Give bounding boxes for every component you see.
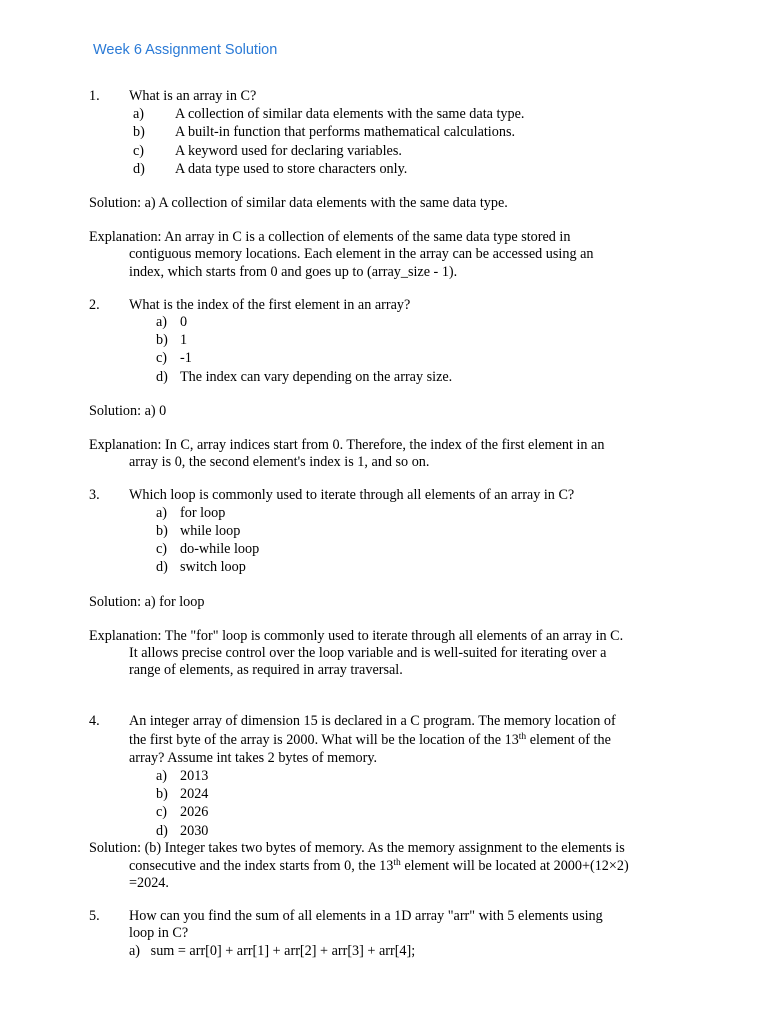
option-item xyxy=(156,803,208,821)
solution-text: Solution: a) A collection of similar data elements with the same data type. xyxy=(89,195,508,211)
option-item xyxy=(156,313,187,331)
option-label: b) xyxy=(133,124,145,140)
option-item xyxy=(156,331,187,349)
option-text: 0 xyxy=(180,314,188,330)
option-item xyxy=(156,368,452,386)
option-text: while loop xyxy=(180,523,241,539)
question-text-line: An integer array of dimension 15 is declared in a C program. The memory location of xyxy=(129,713,616,729)
option-item xyxy=(156,522,240,540)
explanation-line: contiguous memory locations. Each element in the array can be accessed using an xyxy=(129,246,594,262)
explanation-line: It allows precise control over the loop variable and is well-suited for iterating over a xyxy=(129,645,607,661)
question-text-line: How can you find the sum of all elements in a 1D array "arr" with 5 elements using xyxy=(129,908,603,924)
option-text: -1 xyxy=(180,350,192,366)
question-number: 5. xyxy=(89,908,100,924)
question-text: Which loop is commonly used to iterate through all elements of an array in C? xyxy=(129,487,575,503)
option-text: A built-in function that performs mathematical calculations. xyxy=(175,124,516,140)
option-label: d) xyxy=(156,823,168,839)
option-text: A data type used to store characters only. xyxy=(175,161,408,177)
option-item xyxy=(156,540,259,558)
superscript: th xyxy=(518,732,527,742)
question-number: 2. xyxy=(89,297,100,313)
solution-text: Solution: a) for loop xyxy=(89,594,205,610)
option-item xyxy=(156,349,192,367)
option-label: c) xyxy=(156,350,168,366)
question-text: What is the index of the first element in an array? xyxy=(129,297,411,313)
question-text-line xyxy=(129,731,611,749)
option-text: 2024 xyxy=(180,786,209,802)
option-label: a) xyxy=(133,106,145,122)
option-text: 2013 xyxy=(180,768,209,784)
explanation-line: array is 0, the second element's index is 1, and so on. xyxy=(129,454,430,470)
option-text: for loop xyxy=(180,505,226,521)
option-label: d) xyxy=(156,369,168,385)
question-number: 3. xyxy=(89,487,100,503)
option-text: A collection of similar data elements with the same data type. xyxy=(175,106,525,122)
option-item xyxy=(156,822,208,840)
option-text: sum = arr[0] + arr[1] + arr[2] + arr[3] + arr[4]; xyxy=(150,943,416,959)
solution-line: Solution: (b) Integer takes two bytes of memory. As the memory assignment to the elements is xyxy=(89,840,625,856)
option-label: a) xyxy=(156,314,168,330)
question-text-line: loop in C? xyxy=(129,925,189,941)
option-item xyxy=(156,785,208,803)
option-item xyxy=(156,504,225,522)
option-text: 1 xyxy=(180,332,188,348)
option-text: 2026 xyxy=(180,804,209,820)
option-item xyxy=(156,558,246,576)
solution-line xyxy=(129,857,629,875)
solution-fragment: element will be located at 2000+(12×2) xyxy=(404,858,629,874)
option-label: a) xyxy=(156,768,168,784)
explanation-line: index, which starts from 0 and goes up to (array_size - 1). xyxy=(129,264,458,280)
solution-line: =2024. xyxy=(129,875,169,891)
option-item xyxy=(156,767,208,785)
option-label: d) xyxy=(156,559,168,575)
question-text-line: array? Assume int takes 2 bytes of memory. xyxy=(129,750,378,766)
option-text: The index can vary depending on the array size. xyxy=(180,369,453,385)
option-text: switch loop xyxy=(180,559,246,575)
solution-fragment: consecutive and the index starts from 0, the 13 xyxy=(129,858,394,874)
option-label: d) xyxy=(133,161,145,177)
option-label: b) xyxy=(156,332,168,348)
option-item xyxy=(129,942,415,960)
explanation-line: range of elements, as required in array traversal. xyxy=(129,662,403,678)
option-text: do-while loop xyxy=(180,541,260,557)
explanation-line: Explanation: In C, array indices start from 0. Therefore, the index of the first element in an xyxy=(89,437,605,453)
option-label: c) xyxy=(156,804,168,820)
option-text: 2030 xyxy=(180,823,209,839)
question-text-fragment: the first byte of the array is 2000. What will be the location of the 13 xyxy=(129,732,519,748)
explanation-line: Explanation: An array in C is a collection of elements of the same data type stored in xyxy=(89,229,571,245)
question-number: 1. xyxy=(89,88,100,104)
option-label: c) xyxy=(156,541,168,557)
option-label: b) xyxy=(156,523,168,539)
option-label: c) xyxy=(133,143,145,159)
question-text: What is an array in C? xyxy=(129,88,257,104)
solution-text: Solution: a) 0 xyxy=(89,403,167,419)
page-title: Week 6 Assignment Solution xyxy=(93,42,278,58)
superscript: th xyxy=(393,858,401,868)
option-label: a) xyxy=(129,943,141,959)
explanation-line: Explanation: The "for" loop is commonly used to iterate through all elements of an array in C. xyxy=(89,628,624,644)
option-label: b) xyxy=(156,786,168,802)
question-text-fragment: element of the xyxy=(529,732,611,748)
option-label: a) xyxy=(156,505,168,521)
question-number: 4. xyxy=(89,713,100,729)
option-text: A keyword used for declaring variables. xyxy=(175,143,402,159)
